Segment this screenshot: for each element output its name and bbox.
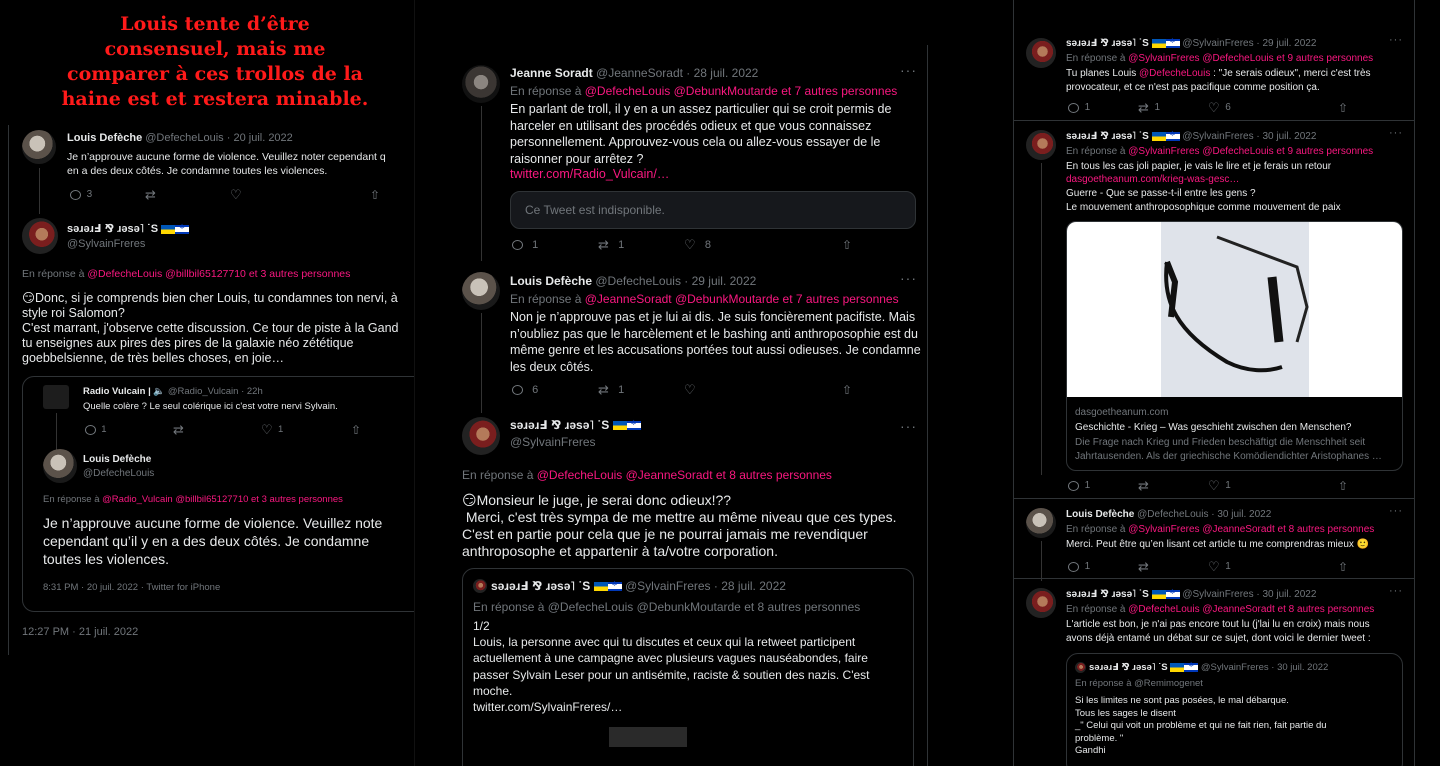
israel-flag-icon	[1166, 590, 1180, 599]
tweet-text: Si les limites ne sont pas posées, le mal débarque. Tous les sages le disent _" Celui qui voit un problème et qui ne fait rien, fait partie du problème. " Gandhi	[1075, 695, 1327, 756]
like-button[interactable]	[684, 383, 842, 396]
media-thumbnail[interactable]	[609, 727, 687, 747]
author-name: sǝɹǝɹℲ ⅋ ɹǝsǝ˥ ˙S	[491, 579, 591, 593]
avatar-sylvain[interactable]	[1026, 130, 1056, 160]
author-handle[interactable]: @SylvainFreres · 30 juil. 2022	[1182, 589, 1317, 600]
more-options-icon[interactable]: ···	[900, 418, 917, 434]
reply-mentions[interactable]: @Radio_Vulcain @billbil65127710 et 3 autres personnes	[102, 494, 343, 505]
reply-count: 3	[86, 189, 93, 200]
share-button[interactable]	[370, 188, 380, 201]
reply-mentions[interactable]: @JeanneSoradt @DebunkMoutarde et 7 autres personnes	[584, 292, 899, 306]
tweet-text: L'article est bon, je n'ai pas encore tout lu (j'lai lu en croix) mais nous avons déjà entamé un débat sur ce sujet, dont voici le dernier tweet :	[1066, 619, 1371, 644]
israel-flag-icon	[175, 225, 189, 234]
card-title: Geschichte - Krieg – Was geschieht zwischen den Menschen?	[1075, 422, 1352, 433]
author-handle[interactable]: @SylvainFreres	[67, 238, 146, 250]
caption-line-2: consensuel, mais me	[104, 38, 326, 60]
tweet-text: En tous les cas joli papier, je vais le lire et je ferais un retour	[1066, 161, 1332, 172]
tweet-link[interactable]: twitter.com/Radio_Vulcain/…	[510, 167, 670, 181]
heart-icon: ♡	[684, 382, 696, 397]
share-button[interactable]	[1338, 479, 1348, 492]
reply-mentions[interactable]: @SylvainFreres @JeanneSoradt et 8 autres personnes	[1128, 524, 1375, 535]
heart-icon: ♡	[1208, 100, 1220, 115]
tweet-text: Merci. Peut être qu’en lisant cet article tu me comprendras mieux 🙂	[1066, 539, 1370, 550]
reply-mentions[interactable]: @DefecheLouis @JeanneSoradt et 8 autres personnes	[1128, 604, 1375, 615]
like-count: 8	[704, 238, 711, 251]
tweet-text-part: Tu planes Louis	[1066, 68, 1140, 79]
ukraine-flag-icon	[161, 225, 175, 234]
share-icon: ⇧	[1338, 100, 1349, 115]
tweet-text-continued: Guerre - Que se passe-t-il entre les gens ? Le mouvement anthroposophique comme mouvement de paix	[1066, 188, 1341, 213]
share-button[interactable]	[1338, 560, 1348, 573]
tweet-timestamp[interactable]: 12:27 PM · 21 juil. 2022	[22, 626, 139, 638]
like-count: 1	[1225, 480, 1231, 491]
retweet-button[interactable]	[1138, 479, 1208, 492]
avatar-louis[interactable]	[1026, 508, 1056, 538]
author-handle[interactable]: @SylvainFreres · 30 juil. 2022	[1182, 131, 1317, 142]
heart-icon: ♡	[261, 422, 273, 437]
retweet-icon: ⇄	[1138, 559, 1149, 574]
author-name[interactable]: sǝɹǝɹℲ ⅋ ɹǝsǝ˥ ˙S	[1066, 131, 1149, 142]
reply-prefix: En réponse à	[1066, 604, 1129, 615]
tweet-text: Non je n’approuve pas et je lui ai dis. Je suis foncièrement pacifiste. Mais n’oubliez pas que le harcèlement et le bashing anti anthroposophie est du même genre et les accusations portées tout aussi odieuses. Je condamne les deux côtés.	[510, 310, 921, 374]
retweet-count: 1	[618, 383, 625, 396]
reply-icon	[85, 425, 96, 435]
reply-mentions[interactable]: @SylvainFreres @DefecheLouis et 9 autres personnes	[1128, 53, 1374, 64]
share-icon: ⇧	[370, 187, 381, 202]
like-button[interactable]	[230, 188, 370, 201]
tweet-text: 😏Monsieur le juge, je serai donc odieux!?? Merci, c'est très sympa de me mettre au même niveau que ces types. C'est en partie pour cela que je ne pourrai jamais me revendiquer anthroposophe et appartenir à ta/votre corporation.	[462, 492, 897, 559]
tweet-meta: 8:31 PM · 20 juil. 2022 · Twitter for iPhone	[43, 582, 221, 593]
author-name[interactable]: sǝɹǝɹℲ ⅋ ɹǝsǝ˥ ˙S	[1066, 38, 1149, 49]
avatar-sylvain	[473, 579, 487, 593]
red-caption	[40, 12, 390, 112]
retweet-button[interactable]	[598, 383, 684, 396]
author-handle[interactable]: @DefecheLouis · 29 juil. 2022	[595, 274, 757, 288]
reply-count: 1	[532, 238, 539, 251]
reply-line: En réponse à @Remimogenet	[1075, 678, 1203, 689]
author-name[interactable]: Louis Defèche	[83, 454, 152, 465]
share-button[interactable]	[842, 383, 852, 396]
reply-icon	[512, 385, 523, 395]
heart-icon: ♡	[1208, 478, 1220, 493]
share-icon: ⇧	[842, 237, 853, 252]
reply-prefix: En réponse à	[43, 494, 103, 505]
more-options-icon[interactable]: ···	[1389, 505, 1403, 517]
speaker-icon: 🔈	[153, 386, 166, 397]
radio-vulcain-avatar[interactable]	[43, 385, 69, 409]
israel-flag-icon	[627, 421, 641, 430]
reply-prefix: En réponse à	[510, 84, 585, 98]
retweet-button[interactable]	[145, 188, 230, 201]
reply-button[interactable]	[1068, 479, 1138, 492]
avatar-sylvain[interactable]	[1026, 38, 1056, 68]
ukraine-flag-icon	[613, 421, 627, 430]
tweet-text: Je n’approuve aucune forme de violence. Veuillez note cependant qu’il y en a des deux côtés. Je condamne toutes les violences.	[43, 515, 383, 567]
card-description: Die Frage nach Krieg und Frieden beschäftigt die Menschheit seit Jahrtausenden. Als der griechische Komödiendichter Aristophanes …	[1075, 437, 1382, 462]
like-count: 1	[1225, 561, 1231, 572]
retweet-button[interactable]	[1138, 560, 1208, 573]
share-button[interactable]	[351, 423, 361, 436]
retweet-icon: ⇄	[598, 237, 609, 252]
like-button[interactable]	[1208, 479, 1338, 492]
reply-icon	[1068, 562, 1079, 572]
retweet-button[interactable]	[1138, 101, 1208, 114]
quoted-tweet[interactable]	[1066, 653, 1403, 766]
quoted-thread[interactable]	[22, 376, 415, 612]
israel-flag-icon	[1166, 132, 1180, 141]
panel-middle	[448, 0, 928, 766]
tweet-text: 1/2 Louis, la personne avec qui tu discutes et ceux qui la retweet participent actuellement à une campagne avec plusieurs vagues nauséabondes, faire passer Sylvain Leser pour un antisémite, raciste & soutien des nazis. C'est moche. twitter.com/SylvainFreres/…	[473, 619, 870, 715]
reply-count: 1	[1084, 102, 1091, 113]
ukraine-flag-icon	[1170, 663, 1184, 672]
tweet-text	[1066, 67, 1411, 94]
reply-mentions[interactable]: @DefecheLouis @DebunkMoutarde et 7 autres personnes	[584, 84, 898, 98]
ukraine-flag-icon	[594, 582, 608, 591]
reply-button[interactable]	[85, 423, 173, 436]
more-options-icon[interactable]: ···	[1389, 127, 1403, 139]
ink-drawing-image	[1067, 222, 1402, 397]
avatar-sylvain[interactable]	[1026, 588, 1056, 618]
author-name[interactable]: Jeanne Soradt	[510, 66, 593, 80]
author-name[interactable]: Radio Vulcain |	[83, 386, 151, 397]
author-handle[interactable]: @Radio_Vulcain · 22h	[167, 386, 263, 397]
card-domain: dasgoetheanum.com	[1075, 407, 1169, 418]
card-image	[1067, 222, 1402, 397]
author-name: sǝɹǝɹℲ ⅋ ɹǝsǝ˥ ˙S	[1089, 662, 1168, 673]
ukraine-flag-icon	[1152, 132, 1166, 141]
author-name[interactable]: Louis Defèche	[1066, 509, 1135, 520]
reply-mentions[interactable]: @DefecheLouis @billbil65127710 et 3 autres personnes	[87, 268, 351, 280]
avatar-sylvain[interactable]	[22, 218, 58, 254]
panel-right	[1013, 0, 1415, 766]
author-handle[interactable]: @SylvainFreres	[510, 435, 596, 449]
author-handle[interactable]: @SylvainFreres · 29 juil. 2022	[1182, 38, 1317, 49]
avatar-louis[interactable]	[22, 130, 56, 164]
share-icon: ⇧	[1338, 478, 1349, 493]
author-handle[interactable]: @JeanneSoradt · 28 juil. 2022	[596, 66, 759, 80]
share-button[interactable]	[1338, 101, 1348, 114]
reply-button[interactable]	[512, 383, 598, 396]
israel-flag-icon	[1166, 39, 1180, 48]
author-name[interactable]: Louis Defèche	[67, 132, 143, 144]
retweet-count: 1	[1154, 102, 1161, 113]
tweet-text: 😏Donc, si je comprends bien cher Louis, tu condamnes ton nervi, à style roi Salomon? C'est marrant, j'observe cette discussion. Ce tour de piste à la Gand tu enseignes aux pires des pires de la galaxie néo zététique goebbelsienne, de très belles choses, en joie…	[22, 291, 399, 365]
unavailable-text: Ce Tweet est indisponible.	[525, 203, 665, 217]
like-count: 1	[277, 424, 284, 435]
quoted-tweet[interactable]	[462, 568, 914, 766]
reply-prefix: En réponse à	[510, 292, 585, 306]
israel-flag-icon	[608, 582, 622, 591]
share-icon: ⇧	[842, 382, 853, 397]
tweet-text: En parlant de troll, il y en a un assez particulier qui se croit permis de harceler en utilisant des procédés odieux et que vous connaissez personnellement. Approuvez-vous cela ou allez-vous essayer de le raisonner pour arrêtez ?	[510, 102, 892, 166]
tweet-text-part: : "Je serais odieux", merci c'est très provocateur, et ce n'est pas pacifique comme position ça.	[1066, 68, 1371, 93]
reply-icon	[1068, 481, 1079, 491]
more-options-icon[interactable]: ···	[900, 270, 917, 286]
like-count: 6	[1225, 102, 1231, 113]
reply-prefix: En réponse à	[462, 468, 537, 482]
heart-icon: ♡	[684, 237, 696, 252]
retweet-icon: ⇄	[173, 422, 184, 437]
reply-count: 1	[1084, 480, 1091, 491]
reply-prefix: En réponse à	[22, 268, 88, 280]
retweet-icon: ⇄	[145, 187, 156, 202]
retweet-button[interactable]	[173, 423, 261, 436]
author-handle[interactable]: @DefecheLouis	[83, 468, 155, 479]
author-handle[interactable]: @DefecheLouis · 20 juil. 2022	[145, 132, 293, 144]
ukraine-flag-icon	[1152, 590, 1166, 599]
reply-prefix: En réponse à	[1066, 53, 1129, 64]
share-icon: ⇧	[1338, 559, 1349, 574]
tweet-link[interactable]: dasgoetheanum.com/krieg-was-gesc…	[1066, 174, 1240, 185]
more-options-icon[interactable]: ···	[1389, 585, 1403, 597]
share-button[interactable]	[842, 238, 852, 251]
mention-link[interactable]: @DefecheLouis	[1139, 68, 1211, 79]
ukraine-flag-icon	[1152, 39, 1166, 48]
retweet-count: 1	[618, 238, 625, 251]
reply-icon	[70, 190, 81, 200]
reply-button[interactable]	[1068, 101, 1138, 114]
reply-icon	[1068, 103, 1079, 113]
panel-left	[0, 0, 415, 766]
author-name[interactable]: sǝɹǝɹℲ ⅋ ɹǝsǝ˥ ˙S	[1066, 589, 1149, 600]
avatar-sylvain	[1075, 662, 1086, 673]
reply-line: En réponse à @DefecheLouis @DebunkMoutarde et 8 autres personnes	[473, 600, 861, 614]
reply-prefix: En réponse à	[1066, 524, 1129, 535]
reply-mentions[interactable]: @DefecheLouis @JeanneSoradt et 8 autres personnes	[536, 468, 832, 482]
like-button[interactable]	[1208, 101, 1338, 114]
more-options-icon[interactable]: ···	[900, 62, 917, 78]
heart-icon: ♡	[1208, 559, 1220, 574]
caption-line-3: comparer à ces trollos de la	[67, 63, 363, 85]
unavailable-tweet-box	[510, 191, 916, 229]
reply-icon	[512, 240, 523, 250]
retweet-button[interactable]	[598, 238, 684, 251]
like-button[interactable]	[261, 423, 351, 436]
author-handle: @SylvainFreres · 30 juil. 2022	[1200, 662, 1329, 673]
retweet-icon: ⇄	[1138, 100, 1149, 115]
reply-prefix: En réponse à	[1066, 146, 1129, 157]
caption-line-4: haine est et restera minable.	[61, 88, 369, 110]
author-name[interactable]: sǝɹǝɹℲ ⅋ ɹǝsǝ˥ ˙S	[67, 223, 159, 235]
avatar-louis[interactable]	[462, 272, 500, 310]
avatar-sylvain[interactable]	[462, 417, 500, 455]
avatar-louis[interactable]	[43, 449, 77, 483]
reply-count: 1	[1084, 561, 1091, 572]
reply-count: 6	[532, 383, 539, 396]
caption-line-1: Louis tente d’être	[120, 13, 310, 35]
author-name[interactable]: sǝɹǝɹℲ ⅋ ɹǝsǝ˥ ˙S	[510, 418, 610, 432]
retweet-icon: ⇄	[598, 382, 609, 397]
avatar-jeanne[interactable]	[462, 65, 500, 103]
reply-mentions[interactable]: @SylvainFreres @DefecheLouis et 9 autres personnes	[1128, 146, 1374, 157]
more-options-icon[interactable]: ···	[1389, 34, 1403, 46]
reply-count: 1	[101, 424, 107, 435]
author-handle[interactable]: @DefecheLouis · 30 juil. 2022	[1137, 509, 1272, 520]
reply-button[interactable]	[70, 188, 145, 201]
reply-button[interactable]	[1068, 560, 1138, 573]
heart-icon: ♡	[230, 187, 242, 202]
share-icon: ⇧	[351, 422, 362, 437]
like-button[interactable]	[684, 238, 842, 251]
israel-flag-icon	[1184, 663, 1198, 672]
link-card[interactable]	[1066, 221, 1403, 471]
author-name[interactable]: Louis Defèche	[510, 274, 593, 288]
reply-button[interactable]	[512, 238, 598, 251]
tweet-text: Je n’approuve aucune forme de violence. Veuillez noter cependant q en a des deux côtés. Je condamne toutes les violences.	[67, 151, 386, 177]
tweet-text: Quelle colère ? Le seul colérique ici c'est votre nervi Sylvain.	[83, 401, 338, 412]
author-handle: @SylvainFreres · 28 juil. 2022	[625, 579, 786, 593]
like-button[interactable]	[1208, 560, 1338, 573]
retweet-icon: ⇄	[1138, 478, 1149, 493]
